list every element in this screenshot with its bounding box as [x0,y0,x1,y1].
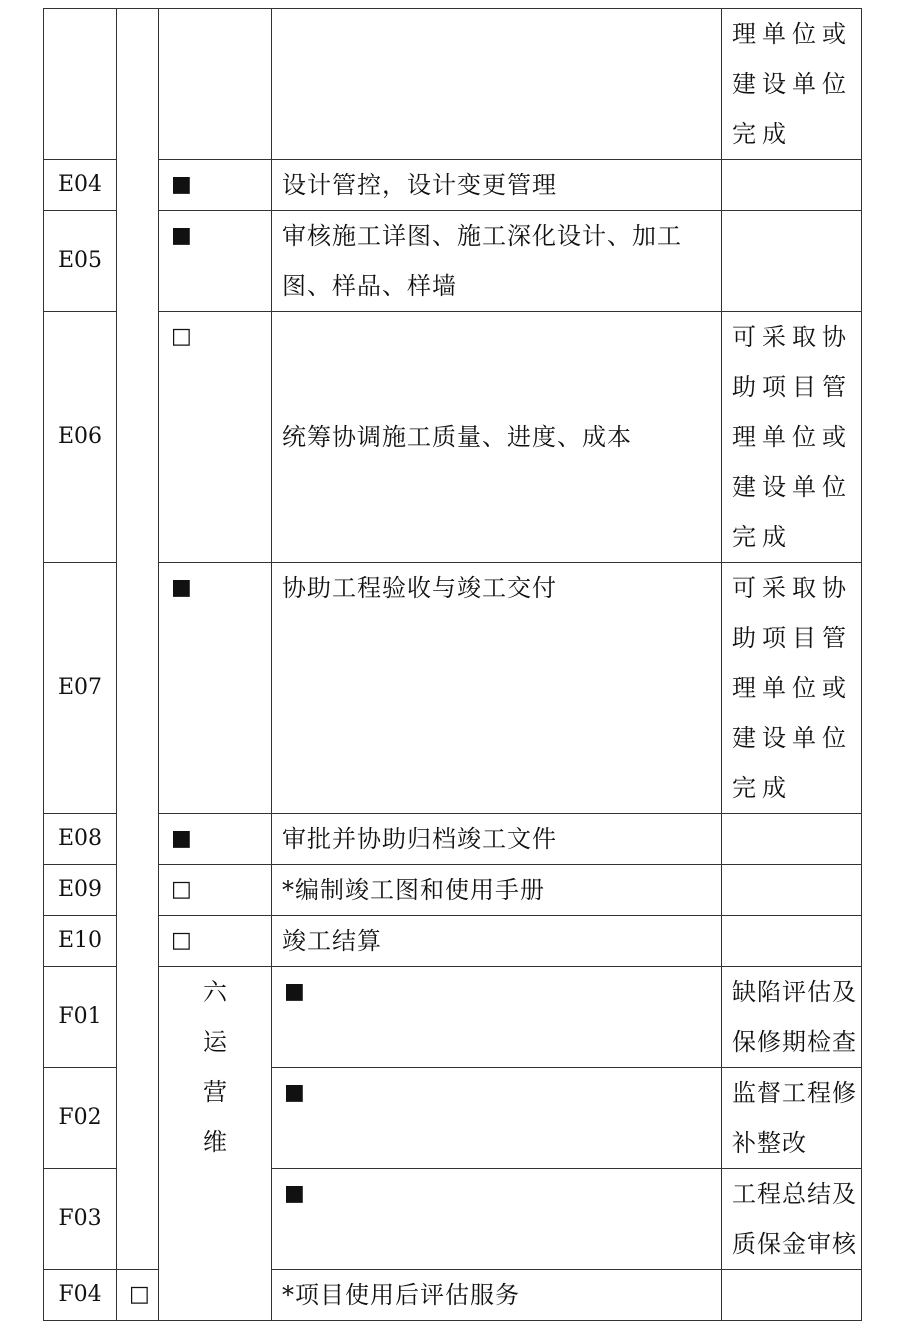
service-items-table [43,8,862,1321]
item-code: E08 [44,814,117,865]
item-note [722,814,862,865]
phase-char: 六 [203,978,227,1006]
table-row [44,865,862,916]
required-mark: ■ [272,1068,722,1169]
item-content: 协助工程验收与竣工交付 [272,563,722,814]
optional-mark: □ [159,312,272,563]
optional-mark: □ [117,1270,159,1321]
item-code: E06 [44,312,117,563]
item-content: *项目使用后评估服务 [272,1270,722,1321]
item-code: F01 [44,967,117,1068]
table-row [44,967,862,1068]
note-cell: 理单位或建设单位完成 [722,9,862,160]
required-mark: ■ [159,563,272,814]
item-code: F04 [44,1270,117,1321]
item-content: 监督工程修补整改 [722,1068,862,1169]
required-mark: ■ [159,211,272,312]
item-code: E07 [44,563,117,814]
item-code: E09 [44,865,117,916]
item-content: 竣工结算 [272,916,722,967]
item-content: *编制竣工图和使用手册 [272,865,722,916]
item-code: F03 [44,1169,117,1270]
table-row-continuation [44,9,862,160]
optional-mark: □ [159,865,272,916]
item-code: E10 [44,916,117,967]
item-note: 可采取协助项目管理单位或建设单位完成 [722,312,862,563]
item-note [722,916,862,967]
item-note [722,1270,862,1321]
table-row [44,211,862,312]
item-note [722,160,862,211]
table-row [44,563,862,814]
phase-e-cell [117,9,159,1270]
service-table [43,8,861,1321]
item-code: F02 [44,1068,117,1169]
item-content: 审核施工详图、施工深化设计、加工图、样品、样墙 [272,211,722,312]
required-mark: ■ [272,1169,722,1270]
table-row [44,916,862,967]
item-code: E05 [44,211,117,312]
mark-cell [159,9,272,160]
item-content: 缺陷评估及保修期检查 [722,967,862,1068]
item-content: 设计管控，设计变更管理 [272,160,722,211]
item-note: 可采取协助项目管理单位或建设单位完成 [722,563,862,814]
required-mark: ■ [159,160,272,211]
phase-char: 维 [203,1128,227,1156]
item-note [722,865,862,916]
item-content: 工程总结及质保金审核 [722,1169,862,1270]
phase-f-cell [159,967,272,1321]
item-code: E04 [44,160,117,211]
phase-char: 运 [203,1028,227,1056]
table-row [44,814,862,865]
required-mark: ■ [272,967,722,1068]
item-content: 统筹协调施工质量、进度、成本 [272,312,722,563]
phase-char: 营 [203,1078,227,1106]
required-mark: ■ [159,814,272,865]
item-content: 审批并协助归档竣工文件 [272,814,722,865]
table-row [44,160,862,211]
table-row [44,312,862,563]
code-cell [44,9,117,160]
content-cell [272,9,722,160]
item-note [722,211,862,312]
optional-mark: □ [159,916,272,967]
